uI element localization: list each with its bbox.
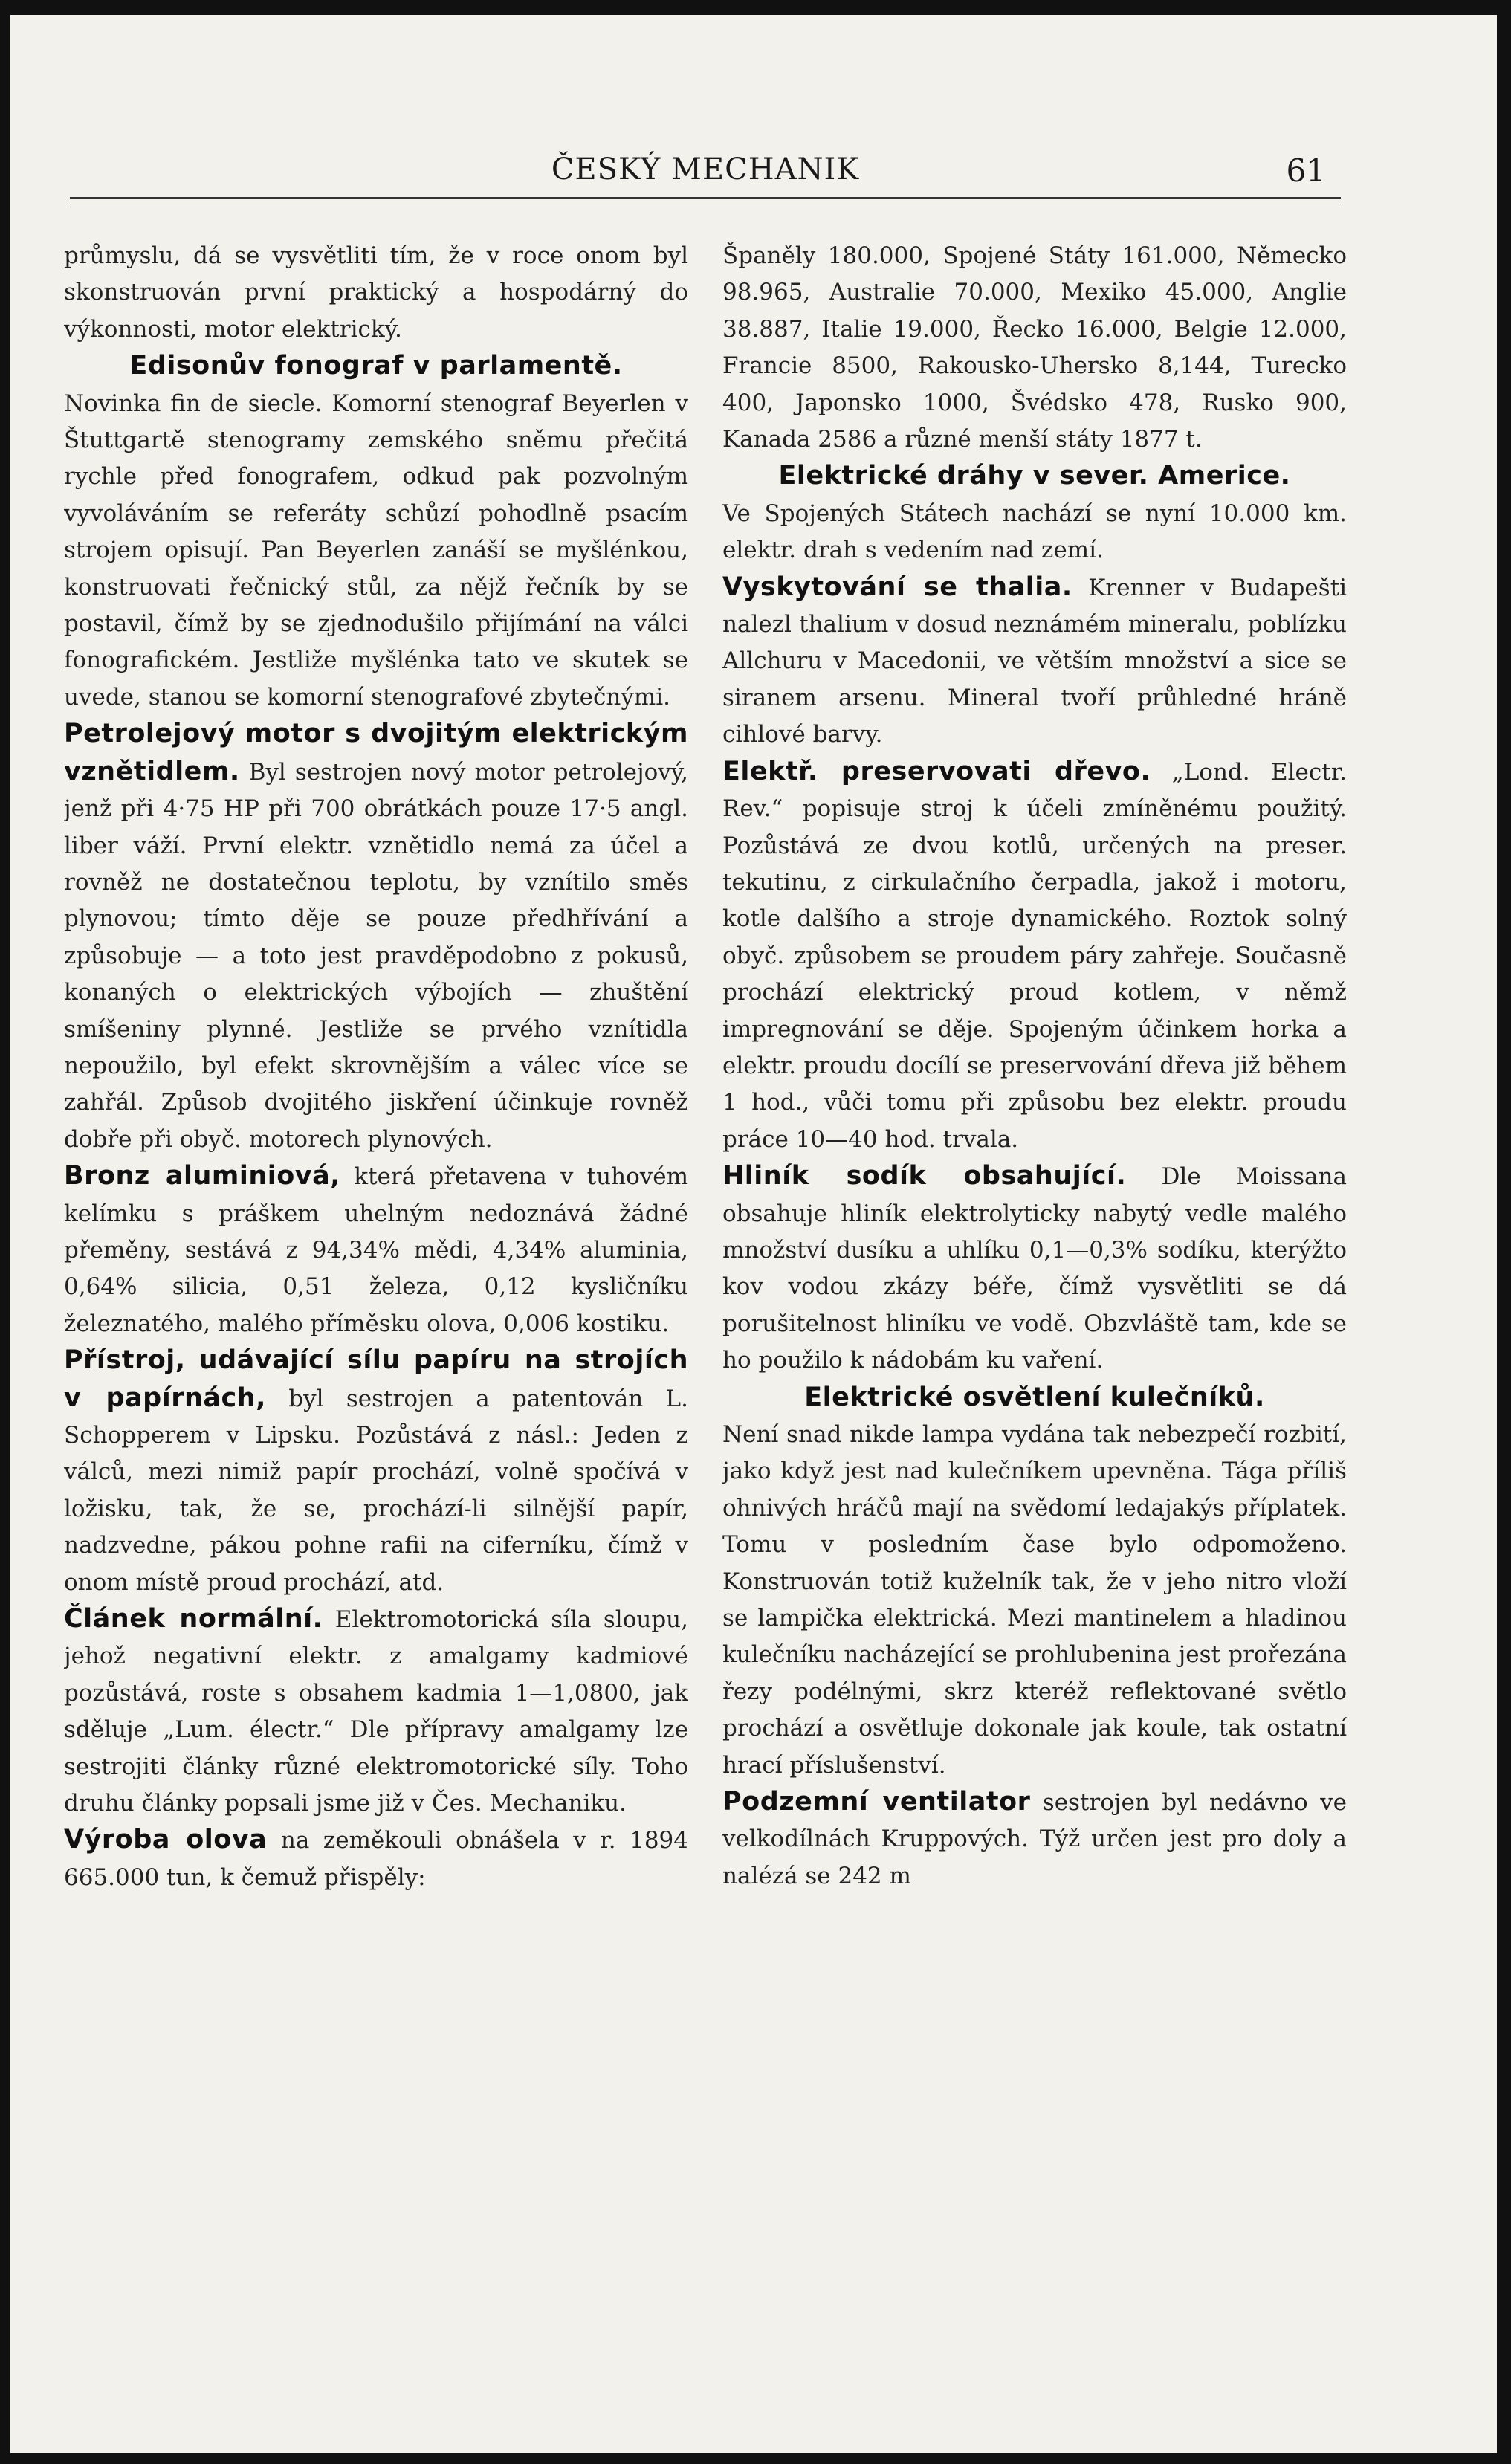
right-column — [722, 238, 1347, 2408]
article-heading — [722, 458, 1347, 495]
heading-olovo: Výroba olova — [64, 1825, 268, 1855]
article — [64, 1822, 688, 1896]
paragraph-text: Krenner v Budapešti nalezl thalium v dosud neznámém mineralu, poblízku Allchuru v Macedonii, ve větším množství a sice se siranem arsenu. Mineral tvoří průhledné hráně cihlové barvy. — [722, 574, 1347, 748]
paragraph-text: Není snad nikde lampa vydána tak nebezpečí rozbití, jako když jest nad kulečníkem upevněna. Tága příliš ohnivých hráčů mají na svědomí ledajakýs příplatek. Tomu v posledním čase bylo odpomoženo. Konstruován totiž kuželník tak, že v jeho nitro vloží se lampička elektrická. Mezi mantinelem a hladinou kulečníku nacházející se prohlubenina jest prořezána řezy podélnými, skrz kteréž reflektované světlo prochází a osvětluje dokonale jak koule, tak ostatní hrací příslušenství. — [722, 1421, 1347, 1779]
paragraph-text: Byl sestrojen nový motor petrolejový, jenž při 4·75 HP při 700 obrátkách pouze 17·5 angl. liber váží. První elektr. vznětidlo nemá za účel a rovněž ne dostatečnou teplotu, by vznítilo směs plynovou; tímto děje se pouze předhřívání a způsobuje — a toto jest pravděpodobno z pokusů, konaných o elektrických výbojích — zhuštění smíšeniny plynné. Jestliže se prvého vznítidla nepoužilo, byl efekt skrovnějším a válec více se zahřál. Způsob dvojitého jiskření účinkuje rovněž dobře při obyč. motorech plynových. — [64, 758, 688, 1153]
paragraph-text: Novinka fin de siecle. Komorní stenograf Beyerlen v Štuttgartě stenogramy zemského sněmu přečitá rychle před fonografem, odkud pak pozvolným vyvoláváním se referáty schůzí pohodlně psacím strojem opisují. Pan Beyerlen zanáší se myšlénkou, konstruovati řečnický stůl, za nějž řečník by se postavil, čímž by se zjednodušilo přijímání na válci fonografickém. Jestliže myšlénka tato ve skutek se uvede, stanou se komorní stenografové zbytečnými. — [64, 389, 688, 711]
paragraph-text: byl sestrojen a patentován L. Schopperem v Lipsku. Pozůstává z násl.: Jeden z válců, mezi nimiž papír prochází, volně spočívá v ložisku, tak, že se, prochází-li silnější papír, nadzvedne, pákou pohne rafii na ciferníku, čímž v onom místě proud prochází, atd. — [64, 1385, 688, 1596]
paragraph-text: Elektromotorická síla sloupu, jehož negativní elektr. z amalgamy kadmiové pozůstává, roste s obsahem kadmia 1—1,0800, jak sděluje „Lum. électr.“ Dle přípravy amalgamy lze sestrojiti články různé elektromotorické síly. Toho druhu články popsali jsme již v Čes. Mechaniku. — [64, 1606, 688, 1817]
paragraph-text: „Lond. Electr. Rev.“ popisuje stroj k účeli zmíněnému použitý. Pozůstává ze dvou kotlů, určených na preser. tekutinu, z cirkulačního čerpadla, jakož i motoru, kotle dalšího a stroje dynamického. Roztok solný obyč. způsobem se proudem páry zahřeje. Současně prochází elektrický proud kotlem, v němž impregnování se děje. Spojeným účinkem horka a elektr. proudu docílí se preservování dřeva již během 1 hod., vůči tomu při způsobu bez elektr. proudu práce 10—40 hod. trvala. — [722, 758, 1347, 1153]
heading-drahy: Elektrické dráhy v sever. Americe. — [778, 461, 1291, 491]
running-title: ČESKÝ MECHANIK — [551, 152, 860, 187]
article-heading — [64, 348, 688, 385]
page-number: 61 — [1286, 152, 1326, 189]
page-header — [70, 152, 1341, 199]
left-column — [64, 238, 688, 2408]
paragraph-text: Španěly 180.000, Spojené Státy 161.000, Německo 98.965, Australie 70.000, Mexiko 45.000, Anglie 38.887, Italie 19.000, Řecko 16.000, Belgie 12.000, Francie 8500, Rakousko-Uhersko 8,144, Turecko 400, Japonsko 1000, Švédsko 478, Rusko 900, Kanada 2586 a různé menší státy 1877 t. — [722, 242, 1347, 453]
article — [64, 1601, 688, 1822]
paragraph — [64, 238, 688, 348]
article — [722, 569, 1347, 754]
heading-hlinik: Hliník sodík obsahující. — [722, 1161, 1127, 1191]
heading-fonograf: Edisonův fonograf v parlamentě. — [129, 351, 623, 381]
paragraph-text: sestrojen byl nedávno ve velkodílnách Kruppových. Týž určen jest pro doly a nalézá se 242 m — [722, 1789, 1347, 1889]
heading-petrolej: Petrolejový motor s dvojitým elektrickým vznětidlem. — [64, 719, 688, 786]
article — [64, 1342, 688, 1601]
heading-drevo: Elektř. preservovati dřevo. — [722, 756, 1151, 786]
heading-kulecniky: Elektrické osvětlení kulečníků. — [804, 1382, 1265, 1412]
heading-pristroj: Přístroj, udávající sílu papíru na strojích v papírnách, — [64, 1345, 688, 1413]
heading-bronz: Bronz aluminiová, — [64, 1161, 341, 1191]
article — [722, 1784, 1347, 1895]
paragraph — [722, 1417, 1347, 1784]
paragraph-text: na zeměkouli obnášela v r. 1894 665.000 tun, k čemuž přispěly: — [64, 1827, 688, 1891]
paragraph — [64, 386, 688, 717]
paragraph — [722, 496, 1347, 569]
article — [722, 1158, 1347, 1379]
article — [722, 754, 1347, 1158]
page — [10, 15, 1497, 2453]
paragraph-text: průmyslu, dá se vysvětliti tím, že v roce onom byl skonstruován první praktický a hospodárný do výkonnosti, motor elektrický. — [64, 242, 688, 343]
article — [64, 716, 688, 1158]
article-heading — [722, 1380, 1347, 1417]
heading-clanek: Článek normální. — [64, 1604, 323, 1634]
paragraph-text: Dle Moissana obsahuje hliník elektrolyticky nabytý vedle malého množství dusíku a uhlíku 0,1—0,3% sodíku, kterýžto kov vodou zkázy béře, čímž vysvětliti se dá porušitelnost hliníku ve vodě. Obzvláště tam, kde se ho použilo k nádobám ku vaření. — [722, 1163, 1347, 1374]
paragraph-text: která přetavena v tuhovém kelímku s práškem uhelným nedoznává žádné přeměny, sestává z 94,34% mědi, 4,34% aluminia, 0,64% silicia, 0,51 železa, 0,12 kysličníku železnatého, malého příměsku olova, 0,006 kostiku. — [64, 1163, 688, 1337]
heading-thalium: Vyskytování se thalia. — [722, 572, 1072, 602]
heading-ventilator: Podzemní ventilator — [722, 1787, 1031, 1817]
paragraph — [722, 238, 1347, 458]
paragraph-text: Ve Spojených Státech nachází se nyní 10.000 km. elektr. drah s vedením nad zemí. — [722, 499, 1347, 564]
article — [64, 1158, 688, 1342]
